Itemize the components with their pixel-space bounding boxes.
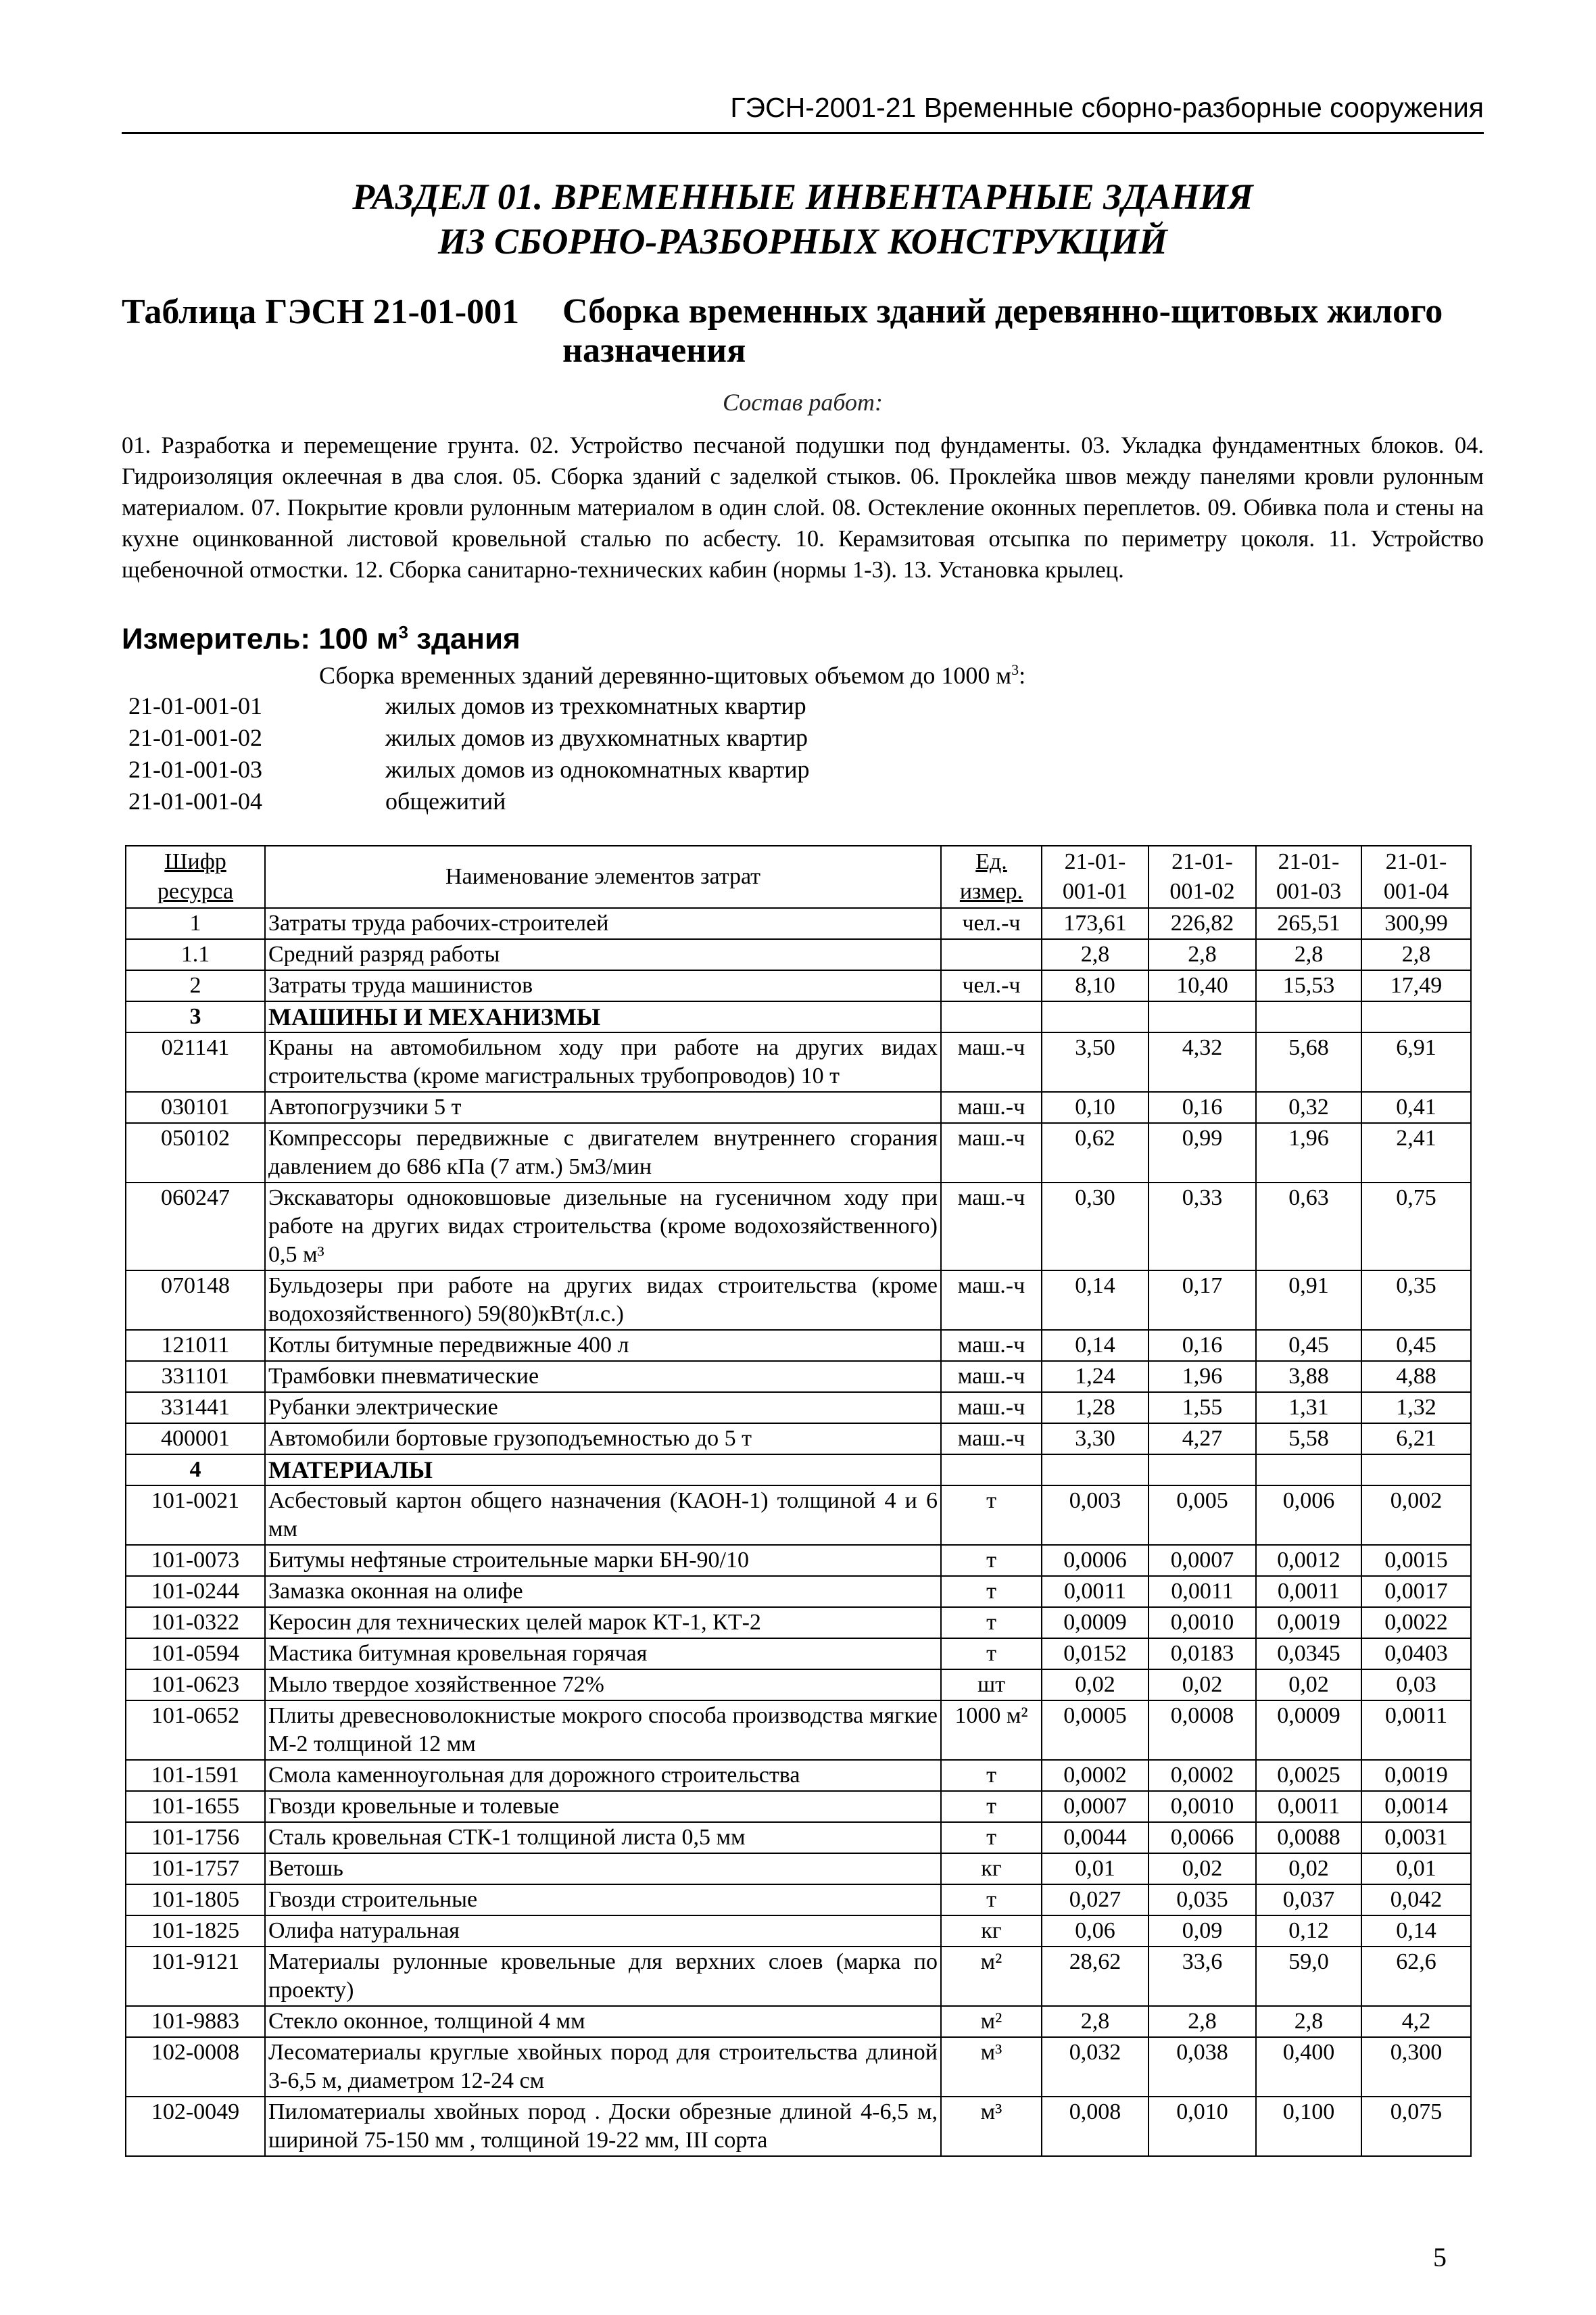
table-row — [126, 970, 1471, 1001]
header-norm-2: 21-01-001-02 — [1148, 846, 1256, 908]
norm-code: 21-01-001-01 — [128, 692, 262, 719]
row-name: Замазка оконная на олифе — [265, 1576, 941, 1607]
row-code: 1 — [126, 908, 265, 939]
row-code: 102-0008 — [126, 2037, 265, 2097]
row-value-1: 173,61 — [1042, 908, 1148, 939]
section-title — [122, 174, 1484, 264]
table-row — [126, 2037, 1471, 2097]
row-value-4: 0,0403 — [1361, 1638, 1471, 1669]
table-row — [126, 1392, 1471, 1423]
norm-code: 21-01-001-02 — [128, 723, 262, 751]
row-unit: маш.-ч — [941, 1330, 1042, 1361]
row-value-2: 0,0008 — [1148, 1700, 1256, 1760]
row-unit: т — [941, 1576, 1042, 1607]
row-code: 101-0652 — [126, 1700, 265, 1760]
row-unit: маш.-ч — [941, 1092, 1042, 1123]
table-row — [126, 2006, 1471, 2037]
table-row — [126, 1669, 1471, 1700]
row-unit: т — [941, 1607, 1042, 1638]
row-code: 2 — [126, 970, 265, 1001]
table-group-row — [126, 1454, 1471, 1485]
row-value-2: 0,0010 — [1148, 1607, 1256, 1638]
row-unit: т — [941, 1638, 1042, 1669]
row-value-4: 4,2 — [1361, 2006, 1471, 2037]
table-group-row — [126, 1001, 1471, 1032]
table-row — [126, 1092, 1471, 1123]
row-value-3 — [1256, 1454, 1361, 1485]
row-code: 101-9883 — [126, 2006, 265, 2037]
row-code: 101-1805 — [126, 1884, 265, 1915]
row-value-2: 1,96 — [1148, 1361, 1256, 1392]
row-value-4: 2,8 — [1361, 939, 1471, 970]
row-value-4: 6,91 — [1361, 1032, 1471, 1092]
row-value-2: 226,82 — [1148, 908, 1256, 939]
row-value-3: 0,0025 — [1256, 1760, 1361, 1791]
row-name: Стекло оконное, толщиной 4 мм — [265, 2006, 941, 2037]
row-unit — [941, 1454, 1042, 1485]
row-name: Материалы рулонные кровельные для верхних слоев (марка по проекту) — [265, 1947, 941, 2006]
row-value-1: 2,8 — [1042, 2006, 1148, 2037]
resource-table — [125, 845, 1472, 2157]
norm-code: 21-01-001-04 — [128, 787, 262, 815]
table-row — [126, 1915, 1471, 1947]
row-value-2: 0,0002 — [1148, 1760, 1256, 1791]
row-value-3: 0,32 — [1256, 1092, 1361, 1123]
header-unit: Ед. измер. — [941, 846, 1042, 908]
section-title-line-2: ИЗ СБОРНО-РАЗБОРНЫХ КОНСТРУКЦИЙ — [438, 221, 1167, 262]
row-value-1: 0,62 — [1042, 1123, 1148, 1183]
row-code: 101-0021 — [126, 1485, 265, 1545]
table-header-row — [126, 846, 1471, 908]
row-value-1: 0,027 — [1042, 1884, 1148, 1915]
row-value-3: 265,51 — [1256, 908, 1361, 939]
row-value-3: 0,0009 — [1256, 1700, 1361, 1760]
row-value-1: 0,0152 — [1042, 1638, 1148, 1669]
measure-suffix: здания — [408, 622, 521, 656]
row-value-4: 4,88 — [1361, 1361, 1471, 1392]
row-code: 3 — [126, 1001, 265, 1032]
table-row — [126, 1576, 1471, 1607]
row-value-1 — [1042, 1454, 1148, 1485]
row-value-3: 0,0011 — [1256, 1576, 1361, 1607]
row-value-4: 1,32 — [1361, 1392, 1471, 1423]
row-value-4 — [1361, 1454, 1471, 1485]
row-value-2 — [1148, 1454, 1256, 1485]
row-unit — [941, 1001, 1042, 1032]
row-value-1: 0,10 — [1042, 1092, 1148, 1123]
row-unit: маш.-ч — [941, 1361, 1042, 1392]
row-value-4: 0,45 — [1361, 1330, 1471, 1361]
row-value-1: 0,0002 — [1042, 1760, 1148, 1791]
row-value-3: 5,68 — [1256, 1032, 1361, 1092]
header-norm-1: 21-01-001-01 — [1042, 846, 1148, 908]
row-value-3: 1,96 — [1256, 1123, 1361, 1183]
row-code: 101-0073 — [126, 1545, 265, 1576]
row-value-1: 0,003 — [1042, 1485, 1148, 1545]
row-value-2: 0,0066 — [1148, 1822, 1256, 1853]
row-value-3: 0,63 — [1256, 1183, 1361, 1270]
row-value-4: 0,042 — [1361, 1884, 1471, 1915]
row-value-3: 1,31 — [1256, 1392, 1361, 1423]
row-unit: кг — [941, 1853, 1042, 1884]
row-value-4: 300,99 — [1361, 908, 1471, 939]
row-value-1: 3,50 — [1042, 1032, 1148, 1092]
table-row — [126, 1330, 1471, 1361]
row-value-2: 0,99 — [1148, 1123, 1256, 1183]
row-value-1: 3,30 — [1042, 1423, 1148, 1454]
row-value-3: 0,0012 — [1256, 1545, 1361, 1576]
row-value-3: 0,0088 — [1256, 1822, 1361, 1853]
row-value-4: 0,01 — [1361, 1853, 1471, 1884]
table-row — [126, 1760, 1471, 1791]
row-unit: маш.-ч — [941, 1392, 1042, 1423]
row-value-1: 0,30 — [1042, 1183, 1148, 1270]
row-unit: маш.-ч — [941, 1183, 1042, 1270]
row-code: 331441 — [126, 1392, 265, 1423]
row-unit: маш.-ч — [941, 1423, 1042, 1454]
row-name: Асбестовый картон общего назначения (КАОН-1) толщиной 4 и 6 мм — [265, 1485, 941, 1545]
table-row — [126, 1545, 1471, 1576]
row-value-2: 0,035 — [1148, 1884, 1256, 1915]
row-code: 101-0623 — [126, 1669, 265, 1700]
row-name: Мастика битумная кровельная горячая — [265, 1638, 941, 1669]
row-code: 101-1591 — [126, 1760, 265, 1791]
norm-text: жилых домов из однокомнатных квартир — [385, 755, 810, 783]
row-value-4: 0,002 — [1361, 1485, 1471, 1545]
row-value-1: 0,01 — [1042, 1853, 1148, 1884]
row-value-3: 0,100 — [1256, 2097, 1361, 2156]
row-unit: т — [941, 1884, 1042, 1915]
row-code: 101-0244 — [126, 1576, 265, 1607]
norm-item — [128, 785, 1210, 817]
row-value-2: 0,038 — [1148, 2037, 1256, 2097]
row-name: Краны на автомобильном ходу при работе на других видах строительства (кроме магистральных трубопроводов) 10 т — [265, 1032, 941, 1092]
row-unit: маш.-ч — [941, 1032, 1042, 1092]
row-code: 101-1757 — [126, 1853, 265, 1884]
row-unit: т — [941, 1791, 1042, 1822]
row-code: 4 — [126, 1454, 265, 1485]
table-row — [126, 1947, 1471, 2006]
row-code: 101-0322 — [126, 1607, 265, 1638]
row-value-4: 0,075 — [1361, 2097, 1471, 2156]
row-name: Олифа натуральная — [265, 1915, 941, 1947]
table-row — [126, 2097, 1471, 2156]
row-code: 1.1 — [126, 939, 265, 970]
row-value-3: 5,58 — [1256, 1423, 1361, 1454]
row-name: Смола каменноугольная для дорожного строительства — [265, 1760, 941, 1791]
row-value-3: 15,53 — [1256, 970, 1361, 1001]
row-value-3: 0,12 — [1256, 1915, 1361, 1947]
row-code: 030101 — [126, 1092, 265, 1123]
row-value-3: 2,8 — [1256, 939, 1361, 970]
norm-text: жилых домов из двухкомнатных квартир — [385, 723, 808, 751]
row-name: Керосин для технических целей марок КТ-1, КТ-2 — [265, 1607, 941, 1638]
row-name: Гвозди строительные — [265, 1884, 941, 1915]
measure-unit — [122, 622, 521, 657]
row-value-2: 0,16 — [1148, 1330, 1256, 1361]
row-value-1: 8,10 — [1042, 970, 1148, 1001]
norm-item — [128, 690, 1210, 721]
row-name: Автопогрузчики 5 т — [265, 1092, 941, 1123]
row-value-3: 2,8 — [1256, 2006, 1361, 2037]
table-row — [126, 1607, 1471, 1638]
row-value-4: 0,0011 — [1361, 1700, 1471, 1760]
header-code: Шифр ресурса — [126, 846, 265, 908]
row-value-2: 0,0010 — [1148, 1791, 1256, 1822]
row-value-2: 2,8 — [1148, 2006, 1256, 2037]
row-unit: 1000 м² — [941, 1700, 1042, 1760]
row-value-3: 0,91 — [1256, 1270, 1361, 1330]
row-name: Средний разряд работы — [265, 939, 941, 970]
row-value-2: 0,02 — [1148, 1853, 1256, 1884]
table-row — [126, 1123, 1471, 1183]
row-value-4: 0,41 — [1361, 1092, 1471, 1123]
table-row — [126, 1853, 1471, 1884]
row-name: Автомобили бортовые грузоподъемностью до 5 т — [265, 1423, 941, 1454]
row-name: Гвозди кровельные и толевые — [265, 1791, 941, 1822]
row-value-1: 0,14 — [1042, 1330, 1148, 1361]
row-unit: т — [941, 1760, 1042, 1791]
row-name: Пиломатериалы хвойных пород . Доски обрезные длиной 4-6,5 м, шириной 75-150 мм , толщиной 19-22 мм, III сорта — [265, 2097, 941, 2156]
table-row — [126, 1884, 1471, 1915]
norm-code: 21-01-001-03 — [128, 755, 262, 783]
table-id: Таблица ГЭСН 21-01-001 — [122, 293, 520, 331]
row-value-2: 4,32 — [1148, 1032, 1256, 1092]
composition-heading: Состав работ: — [723, 389, 883, 416]
row-code: 101-9121 — [126, 1947, 265, 2006]
row-value-4: 0,14 — [1361, 1915, 1471, 1947]
row-name: Сталь кровельная СТК-1 толщиной листа 0,5 мм — [265, 1822, 941, 1853]
row-value-2: 33,6 — [1148, 1947, 1256, 2006]
row-value-4: 2,41 — [1361, 1123, 1471, 1183]
row-value-4: 0,0022 — [1361, 1607, 1471, 1638]
row-value-1: 0,0011 — [1042, 1576, 1148, 1607]
row-value-1: 0,0044 — [1042, 1822, 1148, 1853]
row-name: Плиты древесноволокнистые мокрого способа производства мягкие М-2 толщиной 12 мм — [265, 1700, 941, 1760]
row-name: Затраты труда рабочих-строителей — [265, 908, 941, 939]
row-value-1: 1,24 — [1042, 1361, 1148, 1392]
row-code: 101-1825 — [126, 1915, 265, 1947]
row-value-3: 0,006 — [1256, 1485, 1361, 1545]
table-row — [126, 939, 1471, 970]
norm-list — [128, 690, 1210, 817]
norm-text: общежитий — [385, 787, 506, 815]
row-value-2: 0,0007 — [1148, 1545, 1256, 1576]
norm-item — [128, 753, 1210, 785]
row-name: Экскаваторы одноковшовые дизельные на гусеничном ходу при работе на других видах строительства (кроме водохозяйственного) 0,5 м³ — [265, 1183, 941, 1270]
norm-item — [128, 721, 1210, 753]
table-row — [126, 1423, 1471, 1454]
row-code: 101-0594 — [126, 1638, 265, 1669]
table-row — [126, 1183, 1471, 1270]
norm-intro-text: Сборка временных зданий деревянно-щитовых объемом до 1000 м — [319, 662, 1012, 689]
row-value-4 — [1361, 1001, 1471, 1032]
row-unit: м³ — [941, 2037, 1042, 2097]
row-value-3: 0,02 — [1256, 1669, 1361, 1700]
row-name: Трамбовки пневматические — [265, 1361, 941, 1392]
row-value-1: 0,02 — [1042, 1669, 1148, 1700]
row-value-3: 0,45 — [1256, 1330, 1361, 1361]
row-value-1: 0,06 — [1042, 1915, 1148, 1947]
row-value-4: 0,0031 — [1361, 1822, 1471, 1853]
row-name: Компрессоры передвижные с двигателем внутреннего сгорания давлением до 686 кПа (7 атм.) 5м3/мин — [265, 1123, 941, 1183]
row-value-3: 3,88 — [1256, 1361, 1361, 1392]
row-name: Котлы битумные передвижные 400 л — [265, 1330, 941, 1361]
row-name: МАШИНЫ И МЕХАНИЗМЫ — [265, 1001, 941, 1032]
table-title: Сборка временных зданий деревянно-щитовых жилого назначения — [562, 292, 1443, 370]
row-value-4: 0,0014 — [1361, 1791, 1471, 1822]
row-value-3: 0,400 — [1256, 2037, 1361, 2097]
row-value-1: 0,0009 — [1042, 1607, 1148, 1638]
header-name: Наименование элементов затрат — [265, 846, 941, 908]
table-row — [126, 1361, 1471, 1392]
row-code: 331101 — [126, 1361, 265, 1392]
row-code: 070148 — [126, 1270, 265, 1330]
row-unit — [941, 939, 1042, 970]
header-norm-3: 21-01-001-03 — [1256, 846, 1361, 908]
row-code: 400001 — [126, 1423, 265, 1454]
row-code: 050102 — [126, 1123, 265, 1183]
row-unit: т — [941, 1822, 1042, 1853]
row-value-2: 0,005 — [1148, 1485, 1256, 1545]
row-unit: м² — [941, 2006, 1042, 2037]
row-name: Затраты труда машинистов — [265, 970, 941, 1001]
row-value-2: 0,010 — [1148, 2097, 1256, 2156]
row-code: 101-1756 — [126, 1822, 265, 1853]
row-code: 021141 — [126, 1032, 265, 1092]
norm-intro — [319, 661, 1025, 690]
row-value-3: 59,0 — [1256, 1947, 1361, 2006]
table-row — [126, 1485, 1471, 1545]
row-code: 060247 — [126, 1183, 265, 1270]
row-value-2: 4,27 — [1148, 1423, 1256, 1454]
row-name: МАТЕРИАЛЫ — [265, 1454, 941, 1485]
row-value-2: 0,16 — [1148, 1092, 1256, 1123]
row-unit: чел.-ч — [941, 908, 1042, 939]
row-value-4: 0,0015 — [1361, 1545, 1471, 1576]
measure-label: Измеритель: 100 м — [122, 622, 399, 656]
row-unit: м² — [941, 1947, 1042, 2006]
row-value-4: 0,0019 — [1361, 1760, 1471, 1791]
table-row — [126, 1700, 1471, 1760]
row-value-2: 0,17 — [1148, 1270, 1256, 1330]
norm-intro-end: : — [1019, 662, 1026, 689]
table-row — [126, 1270, 1471, 1330]
row-value-2: 2,8 — [1148, 939, 1256, 970]
measure-sup: 3 — [398, 622, 408, 642]
row-value-1: 0,0005 — [1042, 1700, 1148, 1760]
row-unit: кг — [941, 1915, 1042, 1947]
header-norm-4: 21-01-001-04 — [1361, 846, 1471, 908]
table-row — [126, 1791, 1471, 1822]
row-value-1: 0,032 — [1042, 2037, 1148, 2097]
row-unit: т — [941, 1545, 1042, 1576]
row-value-3: 0,0345 — [1256, 1638, 1361, 1669]
row-unit: шт — [941, 1669, 1042, 1700]
row-code: 102-0049 — [126, 2097, 265, 2156]
row-value-2 — [1148, 1001, 1256, 1032]
row-value-1: 28,62 — [1042, 1947, 1148, 2006]
section-title-line-1: РАЗДЕЛ 01. ВРЕМЕННЫЕ ИНВЕНТАРНЫЕ ЗДАНИЯ — [352, 176, 1253, 217]
running-header: ГЭСН-2001-21 Временные сборно-разборные сооружения — [122, 92, 1484, 134]
row-value-2: 0,02 — [1148, 1669, 1256, 1700]
row-name: Ветошь — [265, 1853, 941, 1884]
row-value-3: 0,0011 — [1256, 1791, 1361, 1822]
row-value-1: 2,8 — [1042, 939, 1148, 970]
norm-intro-sup: 3 — [1011, 661, 1019, 678]
row-value-4: 6,21 — [1361, 1423, 1471, 1454]
row-value-1: 0,0006 — [1042, 1545, 1148, 1576]
page-number: 5 — [1433, 2242, 1447, 2272]
row-value-2: 0,0183 — [1148, 1638, 1256, 1669]
row-value-1: 0,14 — [1042, 1270, 1148, 1330]
row-code: 121011 — [126, 1330, 265, 1361]
row-name: Рубанки электрические — [265, 1392, 941, 1423]
table-row — [126, 908, 1471, 939]
row-value-3: 0,0019 — [1256, 1607, 1361, 1638]
row-unit: т — [941, 1485, 1042, 1545]
row-value-1: 1,28 — [1042, 1392, 1148, 1423]
table-row — [126, 1638, 1471, 1669]
row-value-2: 1,55 — [1148, 1392, 1256, 1423]
row-value-2: 10,40 — [1148, 970, 1256, 1001]
row-value-3 — [1256, 1001, 1361, 1032]
row-name: Мыло твердое хозяйственное 72% — [265, 1669, 941, 1700]
row-code: 101-1655 — [126, 1791, 265, 1822]
row-value-2: 0,09 — [1148, 1915, 1256, 1947]
row-value-4: 0,75 — [1361, 1183, 1471, 1270]
row-value-2: 0,33 — [1148, 1183, 1256, 1270]
row-value-4: 0,0017 — [1361, 1576, 1471, 1607]
row-unit: маш.-ч — [941, 1123, 1042, 1183]
row-value-4: 62,6 — [1361, 1947, 1471, 2006]
table-row — [126, 1822, 1471, 1853]
norm-text: жилых домов из трехкомнатных квартир — [385, 692, 806, 719]
row-value-3: 0,037 — [1256, 1884, 1361, 1915]
row-unit: маш.-ч — [941, 1270, 1042, 1330]
row-value-4: 0,03 — [1361, 1669, 1471, 1700]
row-value-3: 0,02 — [1256, 1853, 1361, 1884]
table-body — [126, 908, 1471, 2156]
row-unit: м³ — [941, 2097, 1042, 2156]
row-value-4: 17,49 — [1361, 970, 1471, 1001]
row-name: Лесоматериалы круглые хвойных пород для строительства длиной 3-6,5 м, диаметром 12-24 см — [265, 2037, 941, 2097]
row-value-1: 0,008 — [1042, 2097, 1148, 2156]
composition-text: 01. Разработка и перемещение грунта. 02. Устройство песчаной подушки под фундаменты. 03. Укладка фундаментных блоков. 04. Гидроизоляция оклеечная в два слоя. 05. Сборка зданий с заделкой стыков. 06. Проклейка швов между панелями кровли рулонным материалом. 07. Покрытие кровли рулонным материалом в один слой. 08. Остекление оконных переплетов. 09. Обивка пола и стены на кухне оцинкованной листовой кровельной сталью по асбесту. 10. Керамзитовая отсыпка по периметру цоколя. 11. Устройство щебеночной отмостки. 12. Сборка санитарно-технических кабин (нормы 1-3). 13. Установка крылец. — [122, 433, 1484, 583]
row-value-1 — [1042, 1001, 1148, 1032]
row-value-1: 0,0007 — [1042, 1791, 1148, 1822]
row-unit: чел.-ч — [941, 970, 1042, 1001]
row-name: Бульдозеры при работе на других видах строительства (кроме водохозяйственного) 59(80)кВт(л.с.) — [265, 1270, 941, 1330]
row-name: Битумы нефтяные строительные марки БН-90/10 — [265, 1545, 941, 1576]
row-value-2: 0,0011 — [1148, 1576, 1256, 1607]
table-row — [126, 1032, 1471, 1092]
row-value-4: 0,300 — [1361, 2037, 1471, 2097]
row-value-4: 0,35 — [1361, 1270, 1471, 1330]
